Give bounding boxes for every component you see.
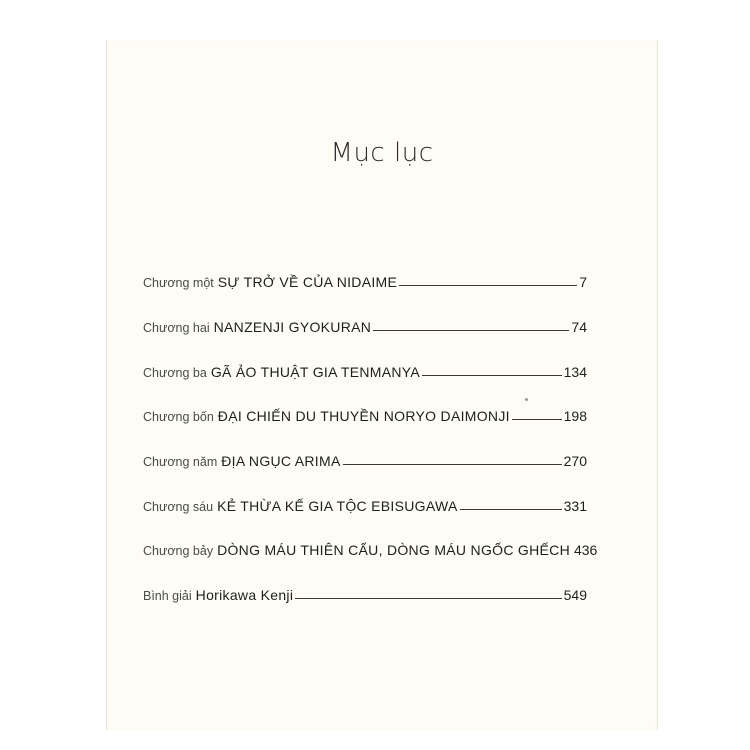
toc-chapter-title: Horikawa Kenji xyxy=(195,587,294,603)
toc-entry-2 xyxy=(143,313,587,335)
toc-entry-1 xyxy=(143,268,587,290)
toc-chapter-title: NANZENJI GYOKURAN xyxy=(213,319,372,335)
toc-page-number: 331 xyxy=(563,498,587,514)
toc-page-number: 134 xyxy=(563,364,587,380)
toc-page-number: 436 xyxy=(573,542,598,558)
toc-chapter-title: ĐỊA NGỤC ARIMA xyxy=(221,453,341,469)
toc-chapter-label: Chương bốn xyxy=(143,410,214,424)
toc-page-number: 549 xyxy=(563,587,587,603)
toc-page-number: 7 xyxy=(579,274,587,290)
dot-leader xyxy=(512,419,562,420)
toc-chapter-title: GÃ ẢO THUẬT GIA TENMANYA xyxy=(210,364,421,380)
dot-leader xyxy=(343,464,562,465)
dot-leader xyxy=(295,598,561,599)
toc-chapter-label: Chương ba xyxy=(143,366,207,380)
toc-entry-5 xyxy=(143,447,587,469)
toc-page-number: 74 xyxy=(571,319,587,335)
toc-chapter-label: Chương một xyxy=(143,276,214,290)
toc-chapter-title: DÒNG MÁU THIÊN CẨU, DÒNG MÁU NGỐC GHẾCH xyxy=(217,542,570,558)
toc-chapter-label: Chương năm xyxy=(143,455,218,469)
toc-chapter-label: Bình giải xyxy=(143,589,192,603)
toc-entry-8 xyxy=(143,581,587,603)
toc-chapter-title: KẺ THỪA KẾ GIA TỘC EBISUGAWA xyxy=(217,498,458,514)
toc-chapter-title: ĐẠI CHIẾN DU THUYỀN NORYO DAIMONJI xyxy=(217,408,510,424)
toc-entry-3 xyxy=(143,358,587,380)
toc-page-number: 270 xyxy=(563,453,587,469)
dot-leader xyxy=(373,330,569,331)
paper-speck xyxy=(525,398,528,401)
toc-chapter-label: Chương bảy xyxy=(143,544,214,558)
dot-leader xyxy=(422,375,562,376)
toc-page-number: 198 xyxy=(563,408,587,424)
page-title: Mục lục xyxy=(330,138,434,168)
book-page xyxy=(106,40,658,730)
dot-leader xyxy=(460,509,562,510)
toc-chapter-label: Chương hai xyxy=(143,321,210,335)
toc-entry-6 xyxy=(143,492,587,514)
dot-leader xyxy=(399,285,577,286)
toc-chapter-label: Chương sáu xyxy=(143,500,214,514)
toc-entry-4 xyxy=(143,402,587,424)
toc-chapter-title: SỰ TRỞ VỀ CỦA NIDAIME xyxy=(217,274,398,290)
toc-entry-7 xyxy=(143,536,598,558)
